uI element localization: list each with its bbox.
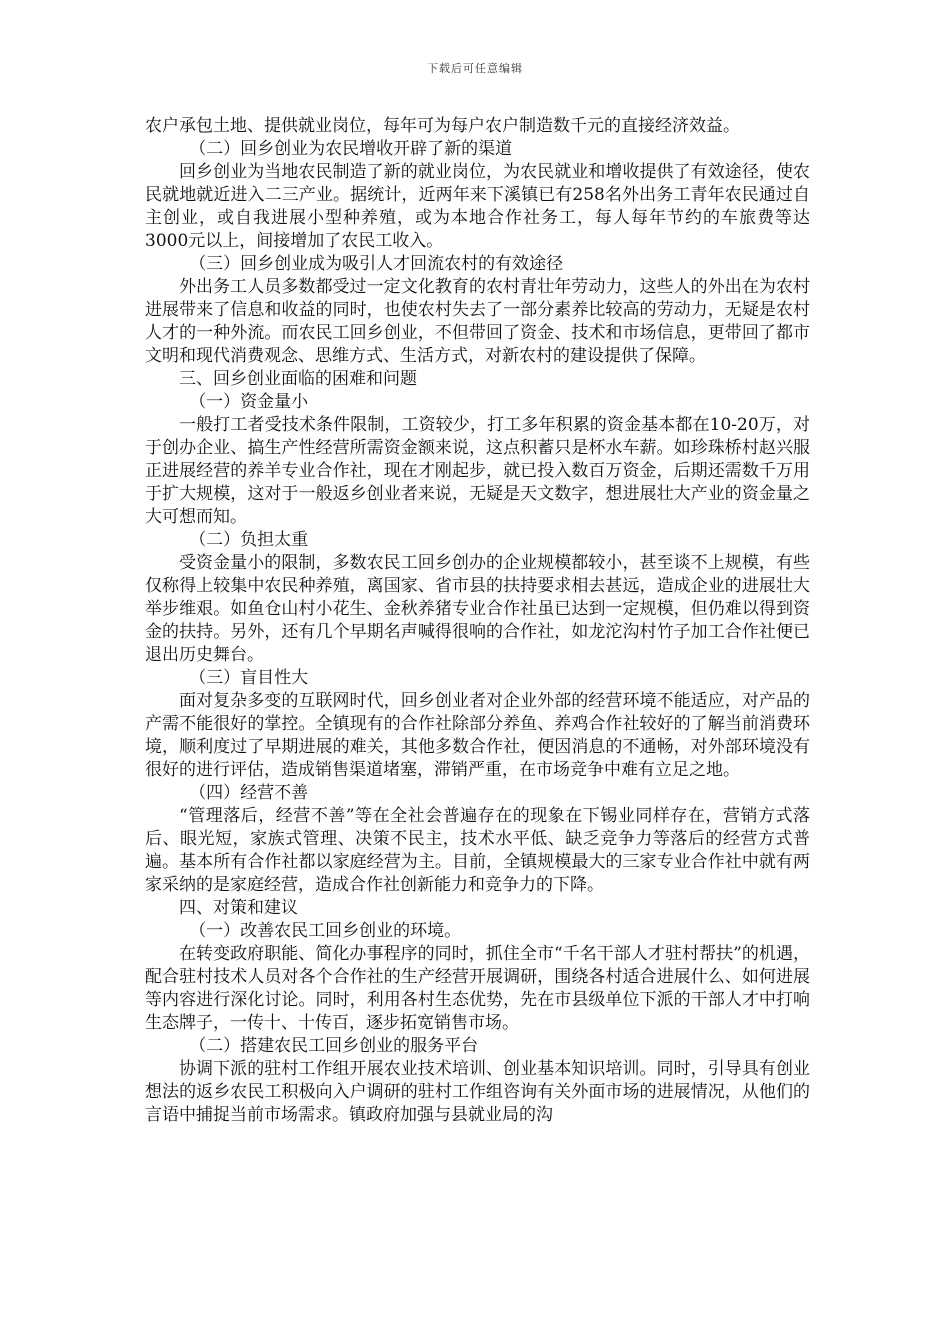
- document-body: [145, 115, 810, 1127]
- subheading: （一）资金量小: [189, 392, 309, 412]
- body-paragraph: 协调下派的驻村工作组开展农业技术培训、创业基本知识培训。同时，引导具有创业想法的返乡农民工积极向入户调研的驻村工作组咨询有关外面市场的进展情况，从他们的言语中捕捉当前市场需求。镇政府加强与县就业局的沟: [145, 1059, 810, 1125]
- subheading: （四）经营不善: [189, 783, 309, 803]
- header-note: 下载后可任意编辑: [427, 62, 523, 75]
- body-paragraph: 受资金量小的限制，多数农民工回乡创办的企业规模都较小，甚至谈不上规模，有些仅称得上较集中农民种养殖，离国家、省市县的扶持要求相去甚远，造成企业的进展壮大举步维艰。如鱼仓山村小花生、金秋养猪专业合作社虽已达到一定规模，但仍难以得到资金的扶持。另外，还有几个早期名声喊得很响的合作社，如龙沱沟村竹子加工合作社便已退出历史舞台。: [145, 553, 810, 665]
- subheading: （一）改善农民工回乡创业的环境。: [189, 921, 462, 941]
- subheading: （二）负担太重: [189, 530, 309, 550]
- body-paragraph: 一般打工者受技术条件限制，工资较少，打工多年积累的资金基本都在10-20万，对于创办企业、搞生产性经营所需资金额来说，这点积蓄只是杯水车薪。如珍珠桥村赵兴服正进展经营的养羊专业合作社，现在才刚起步，就已投入数百万资金，后期还需数千万用于扩大规模，这对于一般返乡创业者来说，无疑是天文数字，想进展壮大产业的资金量之大可想而知。: [145, 415, 810, 527]
- body-paragraph: 面对复杂多变的互联网时代，回乡创业者对企业外部的经营环境不能适应，对产品的产需不能很好的掌控。全镇现有的合作社除部分养鱼、养鸡合作社较好的了解当前消费环境，顺利度过了早期进展的难关，其他多数合作社，便因消息的不通畅，对外部环境没有很好的进行评估，造成销售渠道堵塞，滞销严重，在市场竞争中难有立足之地。: [145, 691, 810, 780]
- body-paragraph: “管理落后，经营不善”等在全社会普遍存在的现象在下锡业同样存在，营销方式落后、眼光短，家族式管理、决策不民主，技术水平低、缺乏竞争力等落后的经营方式普遍。基本所有合作社都以家庭经营为主。目前，全镇规模最大的三家专业合作社中就有两家采纳的是家庭经营，造成合作社创新能力和竞争力的下降。: [145, 806, 810, 895]
- subheading: （三）盲目性大: [189, 668, 309, 688]
- subheading: （二）搭建农民工回乡创业的服务平台: [189, 1036, 479, 1056]
- subheading: （二）回乡创业为农民增收开辟了新的渠道: [189, 139, 513, 159]
- section-heading: 三、回乡创业面临的困难和问题: [179, 369, 417, 389]
- paragraph-continuation: 农户承包土地、提供就业岗位，每年可为每户农户制造数千元的直接经济效益。: [145, 116, 740, 136]
- body-paragraph: 在转变政府职能、简化办事程序的同时，抓住全市“千名干部人才驻村帮扶”的机遇，配合驻村技术人员对各个合作社的生产经营开展调研，围绕各村适合进展什么、如何进展等内容进行深化讨论。同时，利用各村生态优势，先在市县级单位下派的干部人才中打响生态牌子，一传十、十传百，逐步拓宽销售市场。: [145, 944, 810, 1033]
- body-paragraph: 回乡创业为当地农民制造了新的就业岗位，为农民就业和增收提供了有效途径，使农民就地就近进入二三产业。据统计，近两年来下溪镇已有258名外出务工青年农民通过自主创业，或自我进展小型种养殖，或为本地合作社务工，每人每年节约的车旅费等达3000元以上，间接增加了农民工收入。: [145, 162, 810, 251]
- section-heading: 四、对策和建议: [179, 898, 298, 918]
- body-paragraph: 外出务工人员多数都受过一定文化教育的农村青壮年劳动力，这些人的外出在为农村进展带来了信息和收益的同时，也使农村失去了一部分素养比较高的劳动力，无疑是农村人才的一种外流。而农民工回乡创业，不但带回了资金、技术和市场信息，更带回了都市文明和现代消费观念、思维方式、生活方式，对新农村的建设提供了保障。: [145, 277, 810, 366]
- subheading: （三）回乡创业成为吸引人才回流农村的有效途径: [189, 254, 564, 274]
